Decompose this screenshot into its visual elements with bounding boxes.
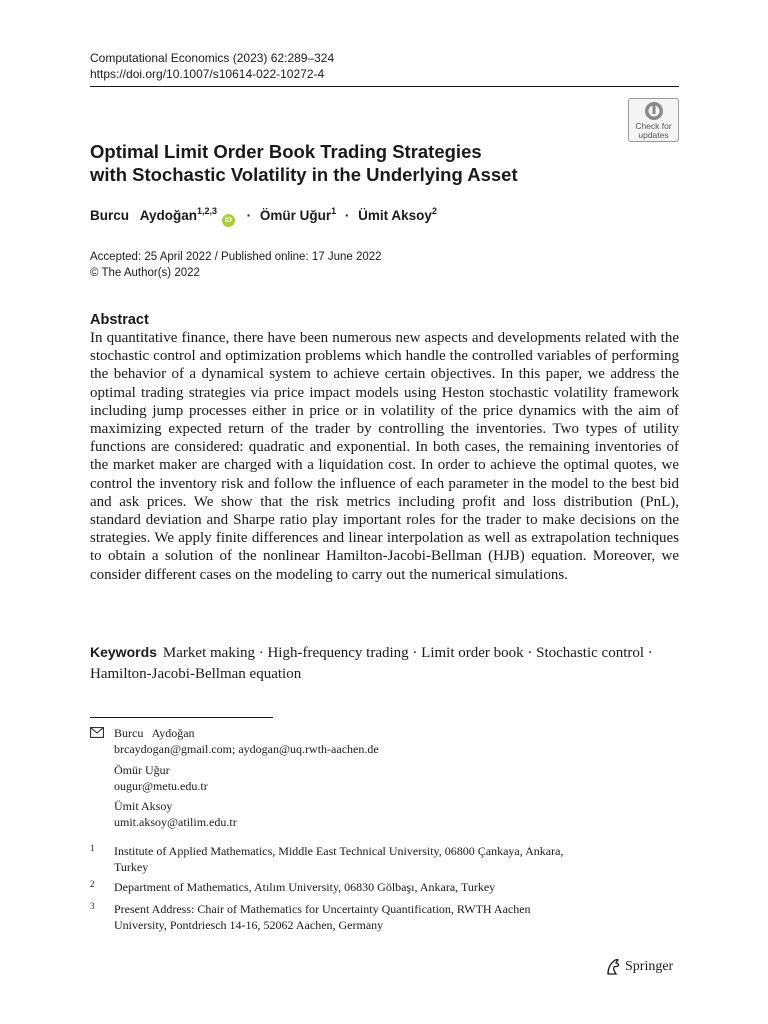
keywords-label: Keywords bbox=[90, 644, 157, 660]
title-line-2: with Stochastic Volatility in the Underlying Asset bbox=[90, 164, 518, 185]
title-line-1: Optimal Limit Order Book Trading Strategies bbox=[90, 141, 482, 162]
affiliation-entry bbox=[114, 879, 495, 895]
springer-horse-icon bbox=[605, 958, 621, 976]
author-name[interactable]: Burcu Aydoğan bbox=[90, 208, 198, 223]
springer-logo bbox=[605, 958, 673, 976]
author-affiliation-mark: 1 bbox=[331, 206, 337, 216]
contact-email[interactable]: ougur@metu.edu.tr bbox=[114, 779, 208, 793]
check-updates-icon bbox=[644, 101, 664, 121]
check-updates-line1: Check for bbox=[635, 121, 672, 131]
affiliation-entry bbox=[114, 843, 563, 875]
author-separator: · bbox=[344, 208, 350, 223]
affiliation-number: 1 bbox=[90, 843, 95, 853]
contact-name: Ömür Uğur bbox=[114, 763, 170, 777]
author-name[interactable]: Ümit Aksoy bbox=[358, 208, 432, 223]
author-separator: · bbox=[246, 208, 252, 223]
affiliation-entry bbox=[114, 901, 531, 933]
keywords-section bbox=[90, 642, 679, 685]
header-rule bbox=[90, 86, 679, 87]
author-affiliation-mark: 1,2,3 bbox=[197, 206, 218, 216]
journal-header bbox=[90, 50, 680, 82]
affiliation-line: Turkey bbox=[114, 860, 149, 874]
contact-block bbox=[114, 798, 237, 830]
publication-dates bbox=[90, 249, 382, 281]
abstract-heading: Abstract bbox=[90, 312, 149, 328]
author-name[interactable]: Ömür Uğur bbox=[259, 208, 332, 223]
check-for-updates-badge[interactable] bbox=[628, 98, 679, 142]
author-list bbox=[90, 206, 437, 227]
contact-name: Burcu Aydoğan bbox=[114, 726, 195, 740]
affiliation-number: 2 bbox=[90, 879, 95, 889]
abstract-body: In quantitative finance, there have been numerous new aspects and developments related with the stochastic control and optimization problems which handle the controlled variables of performing the behavior of a dynamical system to achieve certain objectives. In this paper, we address the optimal trading strategies via price impact models using Heston stochastic volatility framework including jump processes either in price or in volatility of the price dynamics with the aim of maximizing expected return of the trader by controlling the inventories. Two types of utility functions are considered: quadratic and exponential. In both cases, the remaining inventories of the market maker are charged with a liquidation cost. In order to achieve the optimal quotes, we control the inventory risk and follow the influence of each parameter in the model to the best bid and ask prices. We show that the risk metrics including profit and loss distribution (PnL), standard deviation and Sharpe ratio play important roles for the trader to make decisions on the strategies. We apply finite differences and linear interpolation as well as extrapolation techniques to obtain a solution of the nonlinear Hamilton-Jacobi-Bellman (HJB) equation. Moreover, we consider different cases on the modeling to carry out the numerical simulations. bbox=[90, 330, 679, 583]
contact-block bbox=[114, 725, 379, 757]
check-updates-line2: updates bbox=[638, 130, 669, 140]
doi-link[interactable]: https://doi.org/10.1007/s10614-022-10272-4 bbox=[90, 67, 325, 81]
author-affiliation-mark: 2 bbox=[431, 206, 437, 216]
affiliation-line: Department of Mathematics, Atılım University, 06830 Gölbaşı, Ankara, Turkey bbox=[114, 880, 496, 894]
footnote-rule bbox=[90, 717, 273, 718]
contact-email[interactable]: brcaydogan@gmail.com; aydogan@uq.rwth-aachen.de bbox=[114, 742, 379, 756]
contact-block bbox=[114, 762, 208, 794]
affiliation-line: University, Pontdriesch 14-16, 52062 Aachen, Germany bbox=[114, 918, 384, 932]
affiliation-line: Present Address: Chair of Mathematics for Uncertainty Quantification, RWTH Aachen bbox=[114, 902, 531, 916]
contact-name: Ümit Aksoy bbox=[114, 799, 173, 813]
keywords-list: Market making · High-frequency trading · Limit order book · Stochastic control · Hamilton-Jacobi-Bellman equation bbox=[90, 645, 653, 682]
accepted-published-dates: Accepted: 25 April 2022 / Published online: 17 June 2022 bbox=[90, 251, 382, 263]
affiliation-number: 3 bbox=[90, 901, 95, 911]
journal-citation: Computational Economics (2023) 62:289–324 bbox=[90, 51, 335, 65]
affiliation-line: Institute of Applied Mathematics, Middle East Technical University, 06800 Çankaya, Ankara, bbox=[114, 844, 564, 858]
paper-title bbox=[90, 140, 650, 186]
copyright-notice: © The Author(s) 2022 bbox=[90, 267, 200, 279]
envelope-icon bbox=[90, 727, 104, 738]
contact-email[interactable]: umit.aksoy@atilim.edu.tr bbox=[114, 815, 237, 829]
publisher-name: Springer bbox=[625, 959, 674, 974]
orcid-icon[interactable]: iD bbox=[222, 214, 235, 227]
